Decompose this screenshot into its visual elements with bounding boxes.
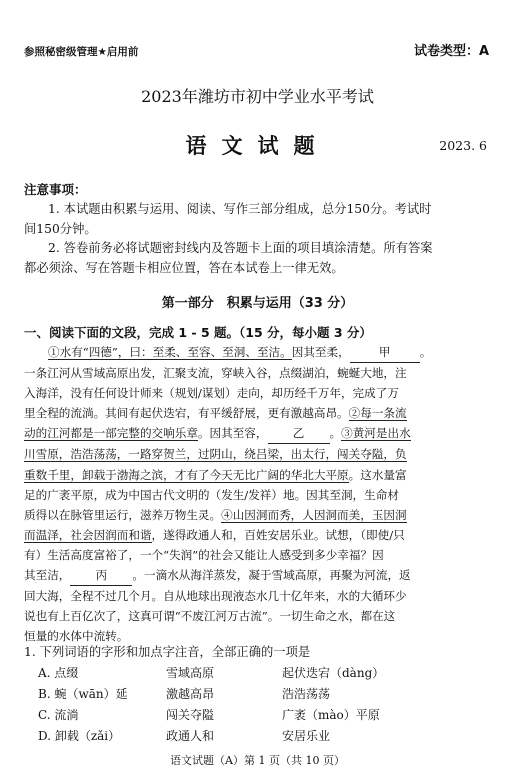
passage-line [24,403,492,423]
underlined-sentence-2: ②每一条流 [348,406,407,421]
passage-line: 一条江河从雪域高原出发，汇聚支流，穿峡入谷，点缀湖泊，蜿蜒大地，注 [24,366,407,381]
underlined-sentence-4: ④山因洞而秀，人因洞而美，玉因洞 [221,507,407,522]
option-b-word-2: 激越高昂 [166,687,215,701]
passage-line: 说也有上百亿次了，这真可谓“不废江河万古流”。一切生命之水，都在这 [24,609,396,624]
underlined-sentence-4-cont: 而温泽，社会因润而和谐 [24,527,152,542]
passage-text: 。因其至容， [197,426,268,441]
passage-line: 入海洋，没有任何设计师来（规划/谋划）走向，却历经千万年，完成了万 [24,386,399,401]
confidential-label: 参照秘密级管理★启用前 [24,46,139,58]
option-b-word-1: B. 蜿（wān）延 [38,687,128,701]
option-a-word-3: 起伏迭宕（dàng） [282,666,385,680]
option-d-word-2: 政通人和 [166,729,215,743]
option-b-word-3: 浩浩荡荡 [282,687,331,701]
underlined-sentence-3-cont: 川雪原，浩浩荡荡，一路穿贺兰，过阴山，绕吕梁，出太行，闯关夺隘，负 [24,447,407,462]
question-group-heading: 一、阅读下面的文段，完成 1 - 5 题。（15 分，每小题 3 分） [24,325,372,340]
reading-passage [24,342,492,646]
passage-text: ，遂得政通人和，百姓安居乐业。试想，（即使/只 [151,527,405,542]
passage-line [24,423,492,444]
notice-item-2-line-2: 都必须涂、写在答题卡相应位置，答在本试卷上一律无效。 [24,260,344,275]
notice-body [24,200,492,278]
option-c-word-1: C. 流淌 [38,708,79,722]
passage-line [24,565,492,586]
passage-line [24,444,492,464]
passage-line [24,342,492,363]
option-d-word-3: 安居乐业 [282,729,331,743]
passage-text: 因其至柔， [291,345,350,359]
passage-text: 。 [419,345,432,359]
underlined-sentence-3-end: 重数千里，卸载于渤海之滨，才有了今天无比广阔的华北大平原 [24,467,349,482]
subject-title: 语文试题 [185,134,330,158]
question-1-stem: 1. 下列词语的字形和加点字注音，全部正确的一项是 [24,645,311,659]
passage-text: 。这水量富 [348,467,407,482]
passage-line [24,465,492,485]
notice-title: 注意事项： [24,182,87,197]
passage-line: 恒量的水体中流转。 [24,629,129,644]
passage-text: 里全程的流淌。其间有起伏迭宕，有平缓舒展，更有激越高昂。 [24,406,349,421]
option-a-word-1: A. 点缀 [38,666,79,680]
option-a-word-2: 雪域高原 [166,666,215,680]
option-d-word-1: D. 卸载（zǎi） [38,729,121,743]
passage-line: 回大海，全程不过几个月。自从地球出现液态水几十亿年来，水的大循环少 [24,589,407,604]
exam-title: 2023年潍坊市初中学业水平考试 [141,87,374,106]
underlined-sentence-2-cont: 动的江河都是一部完整的交响乐章 [24,426,198,441]
option-c-word-2: 闯关夺隘 [166,708,215,722]
option-c-word-3: 广袤（mào）平原 [282,708,380,722]
passage-line: 足的广袤平原，成为中国古代文明的（发生/发祥）地。因其至洞，生命材 [24,487,399,502]
passage-text: 质得以在脉管里运行，滋养万物生灵。 [24,507,222,522]
passage-text: 其至洁， [24,568,71,583]
passage-text: 。 [329,426,342,441]
notice-item-1-line-1: 1. 本试题由积累与运用、阅读、写作三部分组成，总分150分。考试时 [48,202,432,216]
blank-yi: 乙 [268,423,330,444]
exam-date: 2023. 6 [439,138,487,153]
blank-jia: 甲 [350,342,420,363]
notice-item-1-line-2: 间150分钟。 [24,221,97,236]
underlined-sentence-1: ①水有“四德”，曰：至柔、至容、至洞、至洁。 [48,345,292,359]
section-title: 第一部分 积累与运用（33 分） [161,296,354,311]
passage-text: 。一滴水从海洋蒸发，凝于雪域高原，再聚为河流，返 [132,568,411,583]
notice-item-2-line-1: 2. 答卷前务必将试题密封线内及答题卡上面的项目填涂清楚。所有答案 [48,241,433,255]
passage-line: 有）生活高度富裕了，一个“失润”的社会又能让人感受到多少幸福？因 [24,547,384,562]
page-footer: 语文试题（A）第 1 页（共 10 页） [170,754,345,767]
blank-bing: 丙 [70,565,132,586]
paper-type-label: 试卷类型：A [413,44,489,59]
underlined-sentence-3: ③黄河是出水 [341,426,411,441]
passage-line [24,525,492,545]
passage-line [24,505,492,525]
